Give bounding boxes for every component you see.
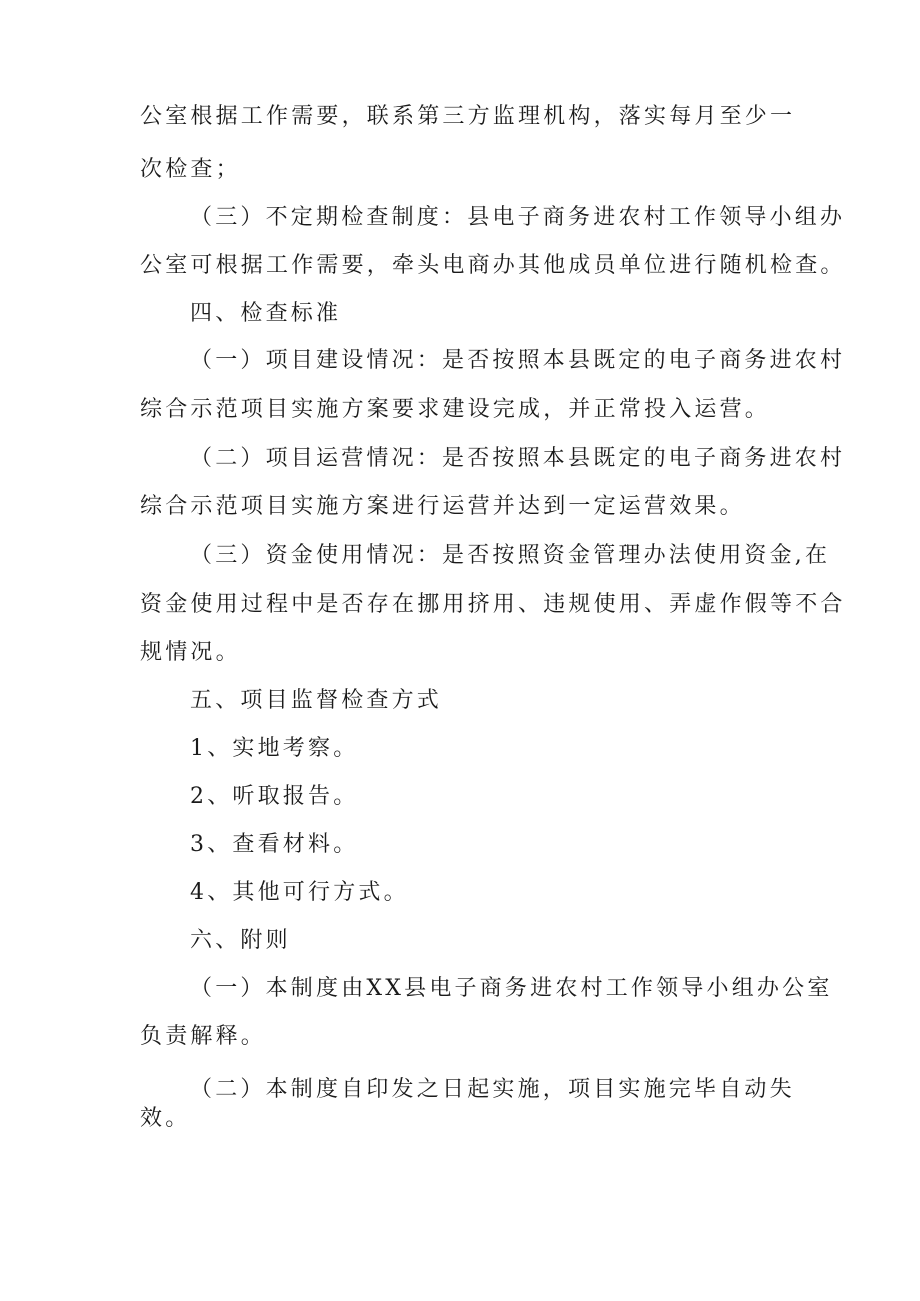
section-heading: 四、检查标准: [190, 301, 342, 326]
paragraph-line: （二）项目运营情况：是否按照本县既定的电子商务进农村: [190, 446, 846, 471]
section-heading: 五、项目监督检查方式: [190, 688, 443, 713]
paragraph-line: 公室根据工作需要，联系第三方监理机构，落实每月至少一: [140, 104, 796, 129]
list-item: 4、其他可行方式。: [190, 880, 409, 905]
paragraph-line: （三）资金使用情况：是否按照资金管理办法使用资金,在: [190, 543, 831, 568]
list-item: 2、听取报告。: [190, 784, 359, 809]
paragraph-line: 公室可根据工作需要，牵头电商办其他成员单位进行随机检查。: [140, 253, 846, 278]
paragraph-line: （一）项目建设情况：是否按照本县既定的电子商务进农村: [190, 348, 846, 373]
paragraph-line: （二）本制度自印发之日起实施，项目实施完毕自动失: [190, 1077, 795, 1102]
paragraph-line: 综合示范项目实施方案要求建设完成，并正常投入运营。: [140, 397, 771, 422]
section-heading: 六、附则: [190, 928, 291, 953]
paragraph-line: （一）本制度由XX县电子商务进农村工作领导小组办公室: [190, 976, 833, 1001]
paragraph-line: （三）不定期检查制度：县电子商务进农村工作领导小组办: [190, 205, 846, 230]
paragraph-line: 综合示范项目实施方案进行运营并达到一定运营效果。: [140, 494, 745, 519]
list-item: 1、实地考察。: [190, 736, 359, 761]
paragraph-line: 资金使用过程中是否存在挪用挤用、违规使用、弄虚作假等不合: [140, 592, 846, 617]
paragraph-line: 负责解释。: [140, 1024, 267, 1049]
list-item: 3、查看材料。: [190, 832, 359, 857]
paragraph-line: 效。: [140, 1106, 191, 1131]
paragraph-line: 次检查；: [140, 157, 241, 182]
paragraph-line: 规情况。: [140, 640, 241, 665]
